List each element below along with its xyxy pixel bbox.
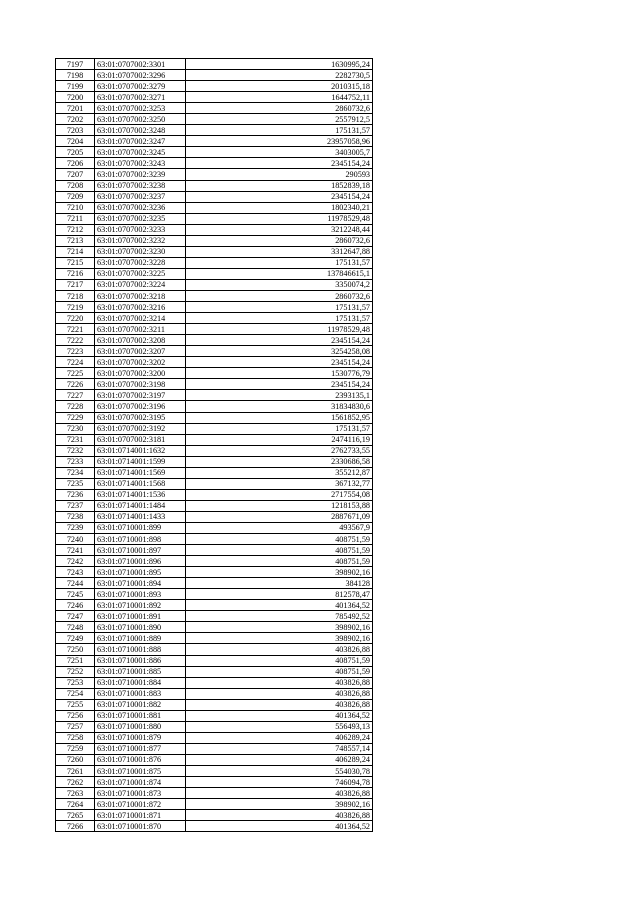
table-row xyxy=(56,70,373,81)
cadastral-number-cell: 63:01:0707002:3197 xyxy=(95,390,186,401)
row-number-cell: 7254 xyxy=(56,688,95,699)
cadastral-value-cell: 746094,78 xyxy=(186,777,373,788)
cadastral-number-cell: 63:01:0707002:3239 xyxy=(95,169,186,180)
cadastral-number-cell: 63:01:0707002:3245 xyxy=(95,147,186,158)
cadastral-value-cell: 11978529,48 xyxy=(186,213,373,224)
cadastral-value-cell: 3350074,2 xyxy=(186,279,373,290)
table-row xyxy=(56,235,373,246)
cadastral-number-cell: 63:01:0710001:874 xyxy=(95,777,186,788)
cadastral-value-cell: 1218153,88 xyxy=(186,500,373,511)
table-row xyxy=(56,202,373,213)
cadastral-value-cell: 403826,88 xyxy=(186,677,373,688)
cadastral-number-cell: 63:01:0710001:876 xyxy=(95,754,186,765)
row-number-cell: 7233 xyxy=(56,456,95,467)
row-number-cell: 7209 xyxy=(56,191,95,202)
cadastral-value-cell: 11978529,48 xyxy=(186,324,373,335)
cadastral-number-cell: 63:01:0710001:893 xyxy=(95,589,186,600)
cadastral-number-cell: 63:01:0707002:3247 xyxy=(95,136,186,147)
cadastral-number-cell: 63:01:0707002:3237 xyxy=(95,191,186,202)
table-row xyxy=(56,556,373,567)
table-row xyxy=(56,567,373,578)
row-number-cell: 7244 xyxy=(56,578,95,589)
cadastral-value-cell: 1852839,18 xyxy=(186,180,373,191)
cadastral-value-cell: 2860732,6 xyxy=(186,103,373,114)
table-row xyxy=(56,810,373,821)
row-number-cell: 7255 xyxy=(56,699,95,710)
cadastral-value-cell: 406289,24 xyxy=(186,754,373,765)
row-number-cell: 7211 xyxy=(56,213,95,224)
cadastral-number-cell: 63:01:0710001:896 xyxy=(95,556,186,567)
cadastral-value-cell: 408751,59 xyxy=(186,545,373,556)
cadastral-value-cell: 2345154,24 xyxy=(186,335,373,346)
cadastral-number-cell: 63:01:0707002:3296 xyxy=(95,70,186,81)
cadastral-value-cell: 2717554,08 xyxy=(186,489,373,500)
cadastral-value-cell: 1802340,21 xyxy=(186,202,373,213)
row-number-cell: 7225 xyxy=(56,368,95,379)
table-row xyxy=(56,777,373,788)
row-number-cell: 7223 xyxy=(56,346,95,357)
cadastral-number-cell: 63:01:0710001:894 xyxy=(95,578,186,589)
table-row xyxy=(56,136,373,147)
cadastral-number-cell: 63:01:0707002:3202 xyxy=(95,357,186,368)
table-row xyxy=(56,821,373,832)
table-row xyxy=(56,710,373,721)
table-row xyxy=(56,600,373,611)
row-number-cell: 7201 xyxy=(56,103,95,114)
cadastral-number-cell: 63:01:0707002:3301 xyxy=(95,59,186,70)
row-number-cell: 7253 xyxy=(56,677,95,688)
table-row xyxy=(56,92,373,103)
cadastral-value-cell: 175131,57 xyxy=(186,257,373,268)
cadastral-value-cell: 3403005,7 xyxy=(186,147,373,158)
row-number-cell: 7215 xyxy=(56,257,95,268)
cadastral-number-cell: 63:01:0710001:870 xyxy=(95,821,186,832)
row-number-cell: 7236 xyxy=(56,489,95,500)
cadastral-value-cell: 403826,88 xyxy=(186,644,373,655)
table-row xyxy=(56,611,373,622)
cadastral-number-cell: 63:01:0714001:1536 xyxy=(95,489,186,500)
row-number-cell: 7210 xyxy=(56,202,95,213)
table-row xyxy=(56,721,373,732)
cadastral-value-cell: 2010315,18 xyxy=(186,81,373,92)
cadastral-number-cell: 63:01:0707002:3224 xyxy=(95,279,186,290)
table-row xyxy=(56,246,373,257)
table-row xyxy=(56,180,373,191)
table-row xyxy=(56,412,373,423)
cadastral-value-cell: 1561852,95 xyxy=(186,412,373,423)
row-number-cell: 7259 xyxy=(56,743,95,754)
table-row xyxy=(56,357,373,368)
cadastral-number-cell: 63:01:0710001:886 xyxy=(95,655,186,666)
cadastral-value-cell: 2330686,58 xyxy=(186,456,373,467)
cadastral-value-cell: 812578,47 xyxy=(186,589,373,600)
row-number-cell: 7198 xyxy=(56,70,95,81)
cadastral-value-cell: 398902,16 xyxy=(186,633,373,644)
row-number-cell: 7218 xyxy=(56,290,95,301)
cadastral-value-cell: 2887671,09 xyxy=(186,511,373,522)
row-number-cell: 7257 xyxy=(56,721,95,732)
row-number-cell: 7224 xyxy=(56,357,95,368)
cadastral-value-cell: 137846615,1 xyxy=(186,268,373,279)
cadastral-number-cell: 63:01:0710001:872 xyxy=(95,799,186,810)
table-row xyxy=(56,500,373,511)
row-number-cell: 7241 xyxy=(56,545,95,556)
row-number-cell: 7248 xyxy=(56,622,95,633)
cadastral-number-cell: 63:01:0707002:3233 xyxy=(95,224,186,235)
cadastral-value-cell: 175131,57 xyxy=(186,423,373,434)
cadastral-number-cell: 63:01:0710001:873 xyxy=(95,788,186,799)
table-row xyxy=(56,688,373,699)
cadastral-number-cell: 63:01:0707002:3279 xyxy=(95,81,186,92)
cadastral-number-cell: 63:01:0707002:3238 xyxy=(95,180,186,191)
table-row xyxy=(56,766,373,777)
row-number-cell: 7240 xyxy=(56,534,95,545)
cadastral-number-cell: 63:01:0707002:3232 xyxy=(95,235,186,246)
cadastral-value-cell: 554030,78 xyxy=(186,766,373,777)
table-row xyxy=(56,103,373,114)
cadastral-number-cell: 63:01:0710001:892 xyxy=(95,600,186,611)
cadastral-number-cell: 63:01:0707002:3195 xyxy=(95,412,186,423)
row-number-cell: 7217 xyxy=(56,279,95,290)
table-row xyxy=(56,59,373,70)
cadastral-number-cell: 63:01:0707002:3214 xyxy=(95,313,186,324)
cadastral-number-cell: 63:01:0710001:899 xyxy=(95,522,186,533)
row-number-cell: 7222 xyxy=(56,335,95,346)
table-row xyxy=(56,534,373,545)
cadastral-value-cell: 23957058,96 xyxy=(186,136,373,147)
cadastral-value-cell: 408751,59 xyxy=(186,666,373,677)
table-row xyxy=(56,522,373,533)
cadastral-number-cell: 63:01:0710001:895 xyxy=(95,567,186,578)
cadastral-value-cell: 3212248,44 xyxy=(186,224,373,235)
row-number-cell: 7256 xyxy=(56,710,95,721)
cadastral-number-cell: 63:01:0714001:1484 xyxy=(95,500,186,511)
cadastral-value-cell: 1630995,24 xyxy=(186,59,373,70)
cadastral-number-cell: 63:01:0710001:880 xyxy=(95,721,186,732)
row-number-cell: 7252 xyxy=(56,666,95,677)
cadastral-value-cell: 406289,24 xyxy=(186,732,373,743)
cadastral-number-cell: 63:01:0707002:3271 xyxy=(95,92,186,103)
cadastral-number-cell: 63:01:0707002:3196 xyxy=(95,401,186,412)
table-row xyxy=(56,191,373,202)
table-row xyxy=(56,114,373,125)
table-row xyxy=(56,290,373,301)
table-row xyxy=(56,379,373,390)
cadastral-number-cell: 63:01:0707002:3236 xyxy=(95,202,186,213)
cadastral-value-cell: 403826,88 xyxy=(186,788,373,799)
cadastral-number-cell: 63:01:0707002:3248 xyxy=(95,125,186,136)
cadastral-number-cell: 63:01:0707002:3181 xyxy=(95,434,186,445)
cadastral-number-cell: 63:01:0714001:1599 xyxy=(95,456,186,467)
cadastral-number-cell: 63:01:0710001:888 xyxy=(95,644,186,655)
cadastral-value-cell: 748557,14 xyxy=(186,743,373,754)
row-number-cell: 7239 xyxy=(56,522,95,533)
cadastral-value-cell: 3254258,08 xyxy=(186,346,373,357)
cadastral-value-cell: 408751,59 xyxy=(186,556,373,567)
cadastral-value-cell: 398902,16 xyxy=(186,567,373,578)
table-row xyxy=(56,213,373,224)
row-number-cell: 7251 xyxy=(56,655,95,666)
cadastral-number-cell: 63:01:0710001:883 xyxy=(95,688,186,699)
row-number-cell: 7231 xyxy=(56,434,95,445)
table-row xyxy=(56,699,373,710)
cadastral-value-cell: 2393135,1 xyxy=(186,390,373,401)
cadastral-number-cell: 63:01:0710001:885 xyxy=(95,666,186,677)
cadastral-number-cell: 63:01:0707002:3253 xyxy=(95,103,186,114)
table-row xyxy=(56,655,373,666)
table-row xyxy=(56,666,373,677)
row-number-cell: 7202 xyxy=(56,114,95,125)
table-row xyxy=(56,622,373,633)
row-number-cell: 7258 xyxy=(56,732,95,743)
cadastral-number-cell: 63:01:0707002:3228 xyxy=(95,257,186,268)
cadastral-value-cell: 367132,77 xyxy=(186,478,373,489)
cadastral-value-cell: 290593 xyxy=(186,169,373,180)
row-number-cell: 7226 xyxy=(56,379,95,390)
cadastral-value-cell: 384128 xyxy=(186,578,373,589)
row-number-cell: 7219 xyxy=(56,302,95,313)
row-number-cell: 7262 xyxy=(56,777,95,788)
cadastral-value-cell: 2557912,5 xyxy=(186,114,373,125)
cadastral-value-cell: 2345154,24 xyxy=(186,357,373,368)
table-row xyxy=(56,545,373,556)
cadastral-number-cell: 63:01:0710001:879 xyxy=(95,732,186,743)
cadastral-value-cell: 493567,9 xyxy=(186,522,373,533)
table-row xyxy=(56,633,373,644)
table-row xyxy=(56,279,373,290)
row-number-cell: 7200 xyxy=(56,92,95,103)
row-number-cell: 7221 xyxy=(56,324,95,335)
table-row xyxy=(56,423,373,434)
table-row xyxy=(56,754,373,765)
table-row xyxy=(56,434,373,445)
cadastral-value-cell: 403826,88 xyxy=(186,688,373,699)
row-number-cell: 7216 xyxy=(56,268,95,279)
table-row xyxy=(56,478,373,489)
cadastral-value-cell: 403826,88 xyxy=(186,810,373,821)
table-row xyxy=(56,788,373,799)
cadastral-number-cell: 63:01:0707002:3200 xyxy=(95,368,186,379)
table-row xyxy=(56,158,373,169)
table-row xyxy=(56,147,373,158)
cadastral-value-cell: 175131,57 xyxy=(186,313,373,324)
cadastral-value-cell: 2345154,24 xyxy=(186,158,373,169)
table-row xyxy=(56,324,373,335)
row-number-cell: 7237 xyxy=(56,500,95,511)
cadastral-number-cell: 63:01:0707002:3230 xyxy=(95,246,186,257)
cadastral-value-cell: 2762733,55 xyxy=(186,445,373,456)
cadastral-value-table xyxy=(55,58,373,832)
cadastral-number-cell: 63:01:0710001:871 xyxy=(95,810,186,821)
cadastral-number-cell: 63:01:0707002:3208 xyxy=(95,335,186,346)
row-number-cell: 7245 xyxy=(56,589,95,600)
row-number-cell: 7199 xyxy=(56,81,95,92)
cadastral-number-cell: 63:01:0707002:3192 xyxy=(95,423,186,434)
row-number-cell: 7205 xyxy=(56,147,95,158)
row-number-cell: 7234 xyxy=(56,467,95,478)
cadastral-value-cell: 2860732,6 xyxy=(186,235,373,246)
table-row xyxy=(56,368,373,379)
cadastral-number-cell: 63:01:0714001:1569 xyxy=(95,467,186,478)
cadastral-value-cell: 2860732,6 xyxy=(186,290,373,301)
row-number-cell: 7207 xyxy=(56,169,95,180)
table-row xyxy=(56,401,373,412)
table-row xyxy=(56,81,373,92)
row-number-cell: 7204 xyxy=(56,136,95,147)
row-number-cell: 7220 xyxy=(56,313,95,324)
row-number-cell: 7242 xyxy=(56,556,95,567)
table-row xyxy=(56,677,373,688)
table-row xyxy=(56,125,373,136)
table-row xyxy=(56,578,373,589)
row-number-cell: 7227 xyxy=(56,390,95,401)
table-row xyxy=(56,799,373,810)
cadastral-value-cell: 401364,52 xyxy=(186,600,373,611)
cadastral-number-cell: 63:01:0707002:3225 xyxy=(95,268,186,279)
cadastral-value-cell: 175131,57 xyxy=(186,302,373,313)
cadastral-number-cell: 63:01:0707002:3218 xyxy=(95,290,186,301)
cadastral-number-cell: 63:01:0707002:3235 xyxy=(95,213,186,224)
table-row xyxy=(56,445,373,456)
row-number-cell: 7249 xyxy=(56,633,95,644)
cadastral-number-cell: 63:01:0707002:3211 xyxy=(95,324,186,335)
row-number-cell: 7208 xyxy=(56,180,95,191)
table-row xyxy=(56,169,373,180)
cadastral-number-cell: 63:01:0707002:3243 xyxy=(95,158,186,169)
cadastral-number-cell: 63:01:0710001:875 xyxy=(95,766,186,777)
table-row xyxy=(56,390,373,401)
cadastral-value-cell: 1644752,11 xyxy=(186,92,373,103)
table-row xyxy=(56,456,373,467)
cadastral-value-cell: 3312647,88 xyxy=(186,246,373,257)
table-row xyxy=(56,335,373,346)
row-number-cell: 7206 xyxy=(56,158,95,169)
row-number-cell: 7266 xyxy=(56,821,95,832)
cadastral-number-cell: 63:01:0707002:3198 xyxy=(95,379,186,390)
cadastral-value-cell: 408751,59 xyxy=(186,534,373,545)
cadastral-number-cell: 63:01:0710001:882 xyxy=(95,699,186,710)
cadastral-value-cell: 1530776,79 xyxy=(186,368,373,379)
cadastral-value-cell: 398902,16 xyxy=(186,799,373,810)
table-row xyxy=(56,743,373,754)
table-body xyxy=(56,59,373,832)
table-row xyxy=(56,313,373,324)
table-row xyxy=(56,467,373,478)
cadastral-value-cell: 31834830,6 xyxy=(186,401,373,412)
row-number-cell: 7263 xyxy=(56,788,95,799)
table-row xyxy=(56,257,373,268)
table-row xyxy=(56,644,373,655)
cadastral-number-cell: 63:01:0710001:897 xyxy=(95,545,186,556)
table-row xyxy=(56,346,373,357)
cadastral-number-cell: 63:01:0714001:1568 xyxy=(95,478,186,489)
cadastral-number-cell: 63:01:0707002:3216 xyxy=(95,302,186,313)
cadastral-value-cell: 355212,87 xyxy=(186,467,373,478)
cadastral-number-cell: 63:01:0707002:3207 xyxy=(95,346,186,357)
cadastral-value-cell: 408751,59 xyxy=(186,655,373,666)
row-number-cell: 7238 xyxy=(56,511,95,522)
row-number-cell: 7264 xyxy=(56,799,95,810)
row-number-cell: 7228 xyxy=(56,401,95,412)
cadastral-value-cell: 401364,52 xyxy=(186,821,373,832)
cadastral-value-cell: 2345154,24 xyxy=(186,191,373,202)
cadastral-value-cell: 401364,52 xyxy=(186,710,373,721)
row-number-cell: 7212 xyxy=(56,224,95,235)
cadastral-number-cell: 63:01:0714001:1433 xyxy=(95,511,186,522)
cadastral-value-cell: 785492,52 xyxy=(186,611,373,622)
cadastral-value-cell: 2474116,19 xyxy=(186,434,373,445)
cadastral-number-cell: 63:01:0707002:3250 xyxy=(95,114,186,125)
row-number-cell: 7214 xyxy=(56,246,95,257)
row-number-cell: 7265 xyxy=(56,810,95,821)
table-row xyxy=(56,511,373,522)
cadastral-value-cell: 175131,57 xyxy=(186,125,373,136)
cadastral-value-cell: 556493,13 xyxy=(186,721,373,732)
cadastral-number-cell: 63:01:0710001:881 xyxy=(95,710,186,721)
table-row xyxy=(56,732,373,743)
cadastral-value-cell: 2282730,5 xyxy=(186,70,373,81)
row-number-cell: 7250 xyxy=(56,644,95,655)
row-number-cell: 7213 xyxy=(56,235,95,246)
cadastral-number-cell: 63:01:0710001:877 xyxy=(95,743,186,754)
table-row xyxy=(56,268,373,279)
row-number-cell: 7260 xyxy=(56,754,95,765)
cadastral-number-cell: 63:01:0714001:1632 xyxy=(95,445,186,456)
table-row xyxy=(56,302,373,313)
row-number-cell: 7230 xyxy=(56,423,95,434)
cadastral-number-cell: 63:01:0710001:884 xyxy=(95,677,186,688)
cadastral-number-cell: 63:01:0710001:891 xyxy=(95,611,186,622)
row-number-cell: 7235 xyxy=(56,478,95,489)
table-row xyxy=(56,224,373,235)
row-number-cell: 7247 xyxy=(56,611,95,622)
cadastral-value-cell: 398902,16 xyxy=(186,622,373,633)
cadastral-value-cell: 2345154,24 xyxy=(186,379,373,390)
cadastral-number-cell: 63:01:0710001:898 xyxy=(95,534,186,545)
row-number-cell: 7261 xyxy=(56,766,95,777)
cadastral-value-cell: 403826,88 xyxy=(186,699,373,710)
row-number-cell: 7229 xyxy=(56,412,95,423)
table-row xyxy=(56,589,373,600)
row-number-cell: 7243 xyxy=(56,567,95,578)
row-number-cell: 7197 xyxy=(56,59,95,70)
table-row xyxy=(56,489,373,500)
row-number-cell: 7246 xyxy=(56,600,95,611)
cadastral-number-cell: 63:01:0710001:890 xyxy=(95,622,186,633)
row-number-cell: 7203 xyxy=(56,125,95,136)
cadastral-number-cell: 63:01:0710001:889 xyxy=(95,633,186,644)
row-number-cell: 7232 xyxy=(56,445,95,456)
